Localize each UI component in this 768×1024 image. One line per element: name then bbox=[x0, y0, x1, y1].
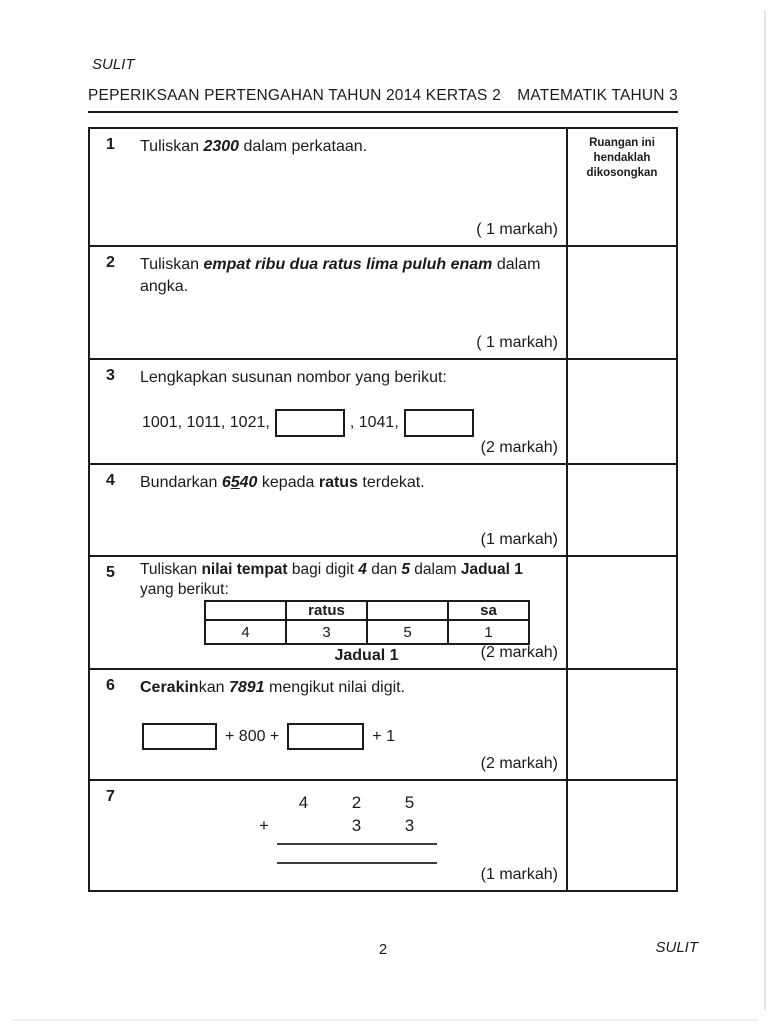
question-text bbox=[140, 677, 554, 699]
marks-label: (2 markah) bbox=[480, 439, 558, 456]
table-caption: Jadual 1 bbox=[334, 647, 399, 665]
question-text-part: yang berikut: bbox=[140, 580, 229, 598]
question-text bbox=[140, 560, 554, 599]
marks-label: (1 markah) bbox=[480, 531, 558, 548]
table-header-cell bbox=[205, 601, 286, 620]
question-digit: 4 bbox=[358, 561, 367, 578]
question-value: 2300 bbox=[203, 138, 240, 155]
table-header-cell: sa bbox=[448, 601, 529, 620]
table-header-cell: ratus bbox=[286, 601, 367, 620]
sequence-text: 1001, 1011, 1021, bbox=[142, 414, 270, 432]
question-text bbox=[140, 472, 554, 494]
question-emphasis: ratus bbox=[318, 474, 358, 491]
question-text-part: dalam angka. bbox=[140, 256, 541, 296]
top-classification: SULIT bbox=[92, 56, 135, 73]
answer-box bbox=[142, 723, 217, 750]
exam-subject: MATEMATIK TAHUN 3 bbox=[517, 87, 678, 104]
marks-label: (2 markah) bbox=[480, 755, 558, 772]
margin-cell bbox=[568, 360, 676, 463]
question-number: 4 bbox=[106, 472, 115, 489]
question-number: 2 bbox=[106, 254, 115, 271]
exam-header bbox=[88, 87, 678, 113]
addend-digit: 3 bbox=[404, 816, 415, 835]
question-row-2 bbox=[90, 247, 676, 360]
question-2-cell bbox=[90, 247, 568, 358]
margin-cell bbox=[568, 557, 676, 668]
question-text-part: Tuliskan bbox=[140, 256, 204, 273]
addend-digit: 2 bbox=[351, 793, 362, 812]
margin-cell bbox=[568, 129, 676, 245]
table-header-cell bbox=[367, 601, 448, 620]
question-emphasis: Jadual 1 bbox=[460, 561, 523, 578]
question-text-part: mengikut nilai digit. bbox=[264, 679, 406, 696]
question-5-cell bbox=[90, 557, 568, 668]
addition-digits bbox=[251, 793, 437, 836]
expression-text: + 800 + bbox=[225, 727, 280, 745]
table-value-cell: 5 bbox=[367, 620, 448, 644]
question-value: 7891 bbox=[228, 679, 265, 696]
question-6-cell bbox=[90, 670, 568, 779]
question-4-cell bbox=[90, 465, 568, 555]
question-value: empat ribu dua ratus lima puluh enam bbox=[203, 256, 493, 273]
margin-cell bbox=[568, 781, 676, 890]
marks-label: ( 1 markah) bbox=[476, 221, 558, 238]
question-text: Lengkapkan susunan nombor yang berikut: bbox=[140, 369, 447, 386]
vertical-addition bbox=[251, 793, 437, 864]
question-7-cell bbox=[90, 781, 568, 890]
question-text-part: dan bbox=[366, 561, 402, 578]
footer-classification: SULIT bbox=[655, 939, 698, 956]
question-number: 7 bbox=[106, 788, 115, 805]
question-row-7 bbox=[90, 781, 676, 890]
question-table bbox=[88, 127, 678, 892]
empty-cell bbox=[277, 816, 330, 836]
table-value-cell: 4 bbox=[205, 620, 286, 644]
question-row-4 bbox=[90, 465, 676, 557]
question-text-part: Tuliskan bbox=[140, 138, 204, 155]
marks-label: (2 markah) bbox=[480, 644, 558, 661]
question-row-3 bbox=[90, 360, 676, 465]
question-text bbox=[140, 254, 554, 299]
answer-line bbox=[277, 843, 437, 845]
empty-cell bbox=[251, 793, 277, 813]
question-value: 6 bbox=[221, 474, 231, 491]
question-number: 5 bbox=[106, 564, 115, 581]
question-number: 3 bbox=[106, 367, 115, 384]
question-text-part: bagi digit bbox=[287, 561, 359, 578]
question-value: 40 bbox=[239, 474, 258, 491]
expression-text: + 1 bbox=[372, 727, 395, 745]
margin-cell bbox=[568, 247, 676, 358]
question-text-part: terdekat. bbox=[357, 474, 425, 491]
question-text-part: dalam bbox=[410, 561, 461, 578]
addend-digit: 5 bbox=[404, 793, 415, 812]
addend-digit: 4 bbox=[298, 793, 309, 812]
question-text-part: dalam perkataan. bbox=[239, 138, 368, 155]
exam-title: PEPERIKSAAN PERTENGAHAN TAHUN 2014 KERTAS 2 bbox=[88, 87, 501, 104]
marks-label: ( 1 markah) bbox=[476, 334, 558, 351]
addend-digit: 3 bbox=[351, 816, 362, 835]
page-number: 2 bbox=[378, 941, 388, 958]
scan-edge bbox=[12, 1019, 758, 1021]
question-1-cell bbox=[90, 129, 568, 245]
question-text bbox=[140, 136, 554, 158]
table-value-cell: 1 bbox=[448, 620, 529, 644]
margin-cell bbox=[568, 465, 676, 555]
answer-box bbox=[287, 723, 364, 750]
answer-line bbox=[277, 862, 437, 864]
question-emphasis: Cerakin bbox=[140, 679, 199, 696]
question-text-part: Tuliskan bbox=[140, 561, 202, 578]
question-number: 6 bbox=[106, 677, 115, 694]
question-row-1 bbox=[90, 129, 676, 247]
place-value-table bbox=[204, 600, 530, 645]
margin-column-note: Ruangan ini hendaklah dikosongkan bbox=[586, 137, 658, 179]
table-value-cell: 3 bbox=[286, 620, 367, 644]
marks-label: (1 markah) bbox=[480, 866, 558, 883]
expansion-expression bbox=[142, 723, 566, 750]
question-text-part: kepada bbox=[257, 474, 319, 491]
answer-box bbox=[404, 409, 474, 437]
table-header-row bbox=[205, 601, 529, 620]
question-number: 1 bbox=[106, 136, 115, 153]
question-row-5 bbox=[90, 557, 676, 670]
table-value-row bbox=[205, 620, 529, 644]
question-text-part: Bundarkan bbox=[140, 474, 222, 491]
question-emphasis: nilai tempat bbox=[201, 561, 288, 578]
number-sequence bbox=[142, 409, 566, 437]
question-3-cell bbox=[90, 360, 568, 463]
question-row-6 bbox=[90, 670, 676, 781]
question-text-part: kan bbox=[198, 679, 229, 696]
sequence-text: , 1041, bbox=[349, 414, 399, 432]
margin-cell bbox=[568, 670, 676, 779]
scan-edge bbox=[764, 10, 766, 1010]
question-value-underlined: 5 bbox=[230, 474, 240, 491]
answer-box bbox=[275, 409, 345, 437]
plus-sign: + bbox=[259, 816, 269, 835]
question-digit: 5 bbox=[401, 561, 410, 578]
